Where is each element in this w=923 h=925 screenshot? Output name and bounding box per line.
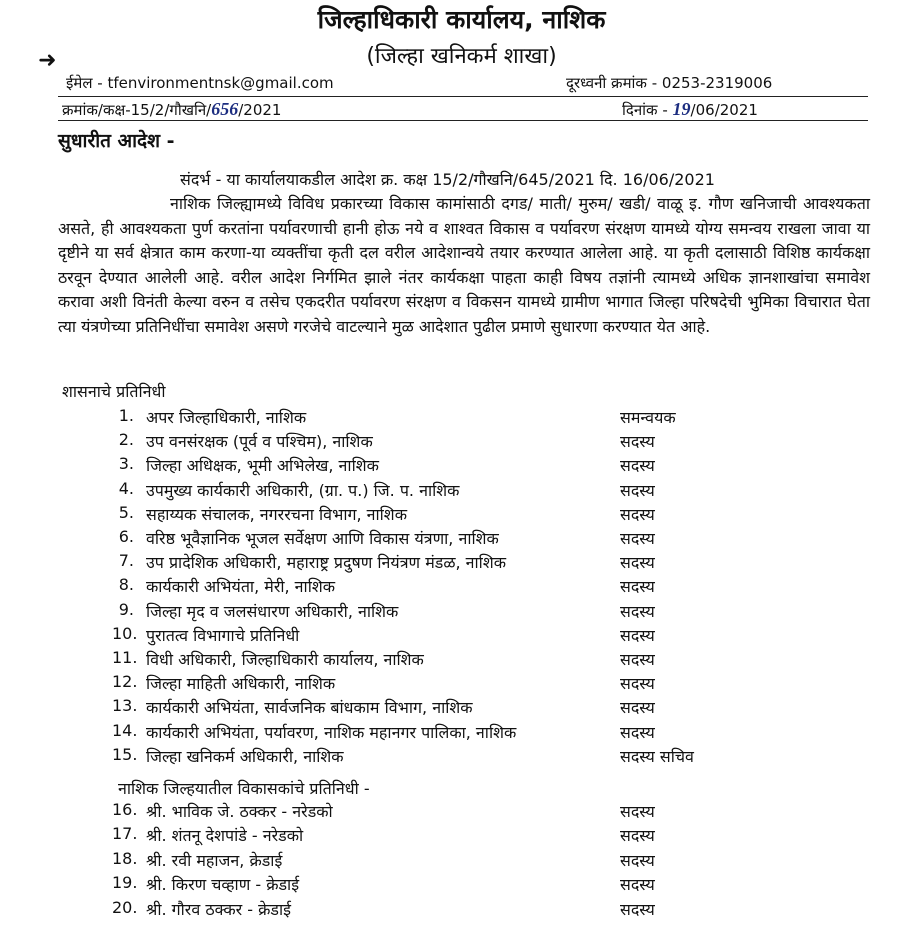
member-number: 14. <box>112 720 138 740</box>
member-role: सदस्य <box>620 601 655 621</box>
handwritten-date-day: 19 <box>672 99 691 119</box>
header-divider-bottom <box>58 120 868 121</box>
member-number: 17. <box>112 824 138 844</box>
member-role: सदस्य <box>620 698 655 718</box>
member-number: 11. <box>112 648 138 667</box>
member-number: 6. <box>118 527 134 546</box>
office-title: जिल्हाधिकारी कार्यालय, नाशिक <box>317 5 606 34</box>
phone-number: 0253-2319006 <box>661 74 773 92</box>
member-number: 18. <box>112 848 138 868</box>
member-number: 8. <box>118 575 134 595</box>
member-number: 10. <box>112 623 138 643</box>
member-role: सदस्य <box>620 875 655 895</box>
member-name: सहाय्यक संचालक, नगररचना विभाग, नाशिक <box>146 504 407 524</box>
member-name: विधी अधिकारी, जिल्हाधिकारी कार्यालय, नाशिक <box>146 650 424 669</box>
member-name: कार्यकारी अभियंता, सार्वजनिक बांधकाम विभाग, नाशिक <box>146 698 473 718</box>
member-role: सदस्य सचिव <box>620 746 694 766</box>
member-name: उप वनसंरक्षक (पूर्व व पश्चिम), नाशिक <box>146 432 373 452</box>
member-number: 13. <box>112 696 138 716</box>
member-name: उप प्रादेशिक अधिकारी, महाराष्ट्र प्रदुषण नियंत्रण मंडळ, नाशिक <box>146 553 506 573</box>
member-role: सदस्य <box>620 432 655 452</box>
member-role: सदस्य <box>620 650 655 669</box>
reference-line: संदर्भ - या कार्यालयाकडील आदेश क्र. कक्ष 15/2/गौखनि/645/2021 दि. 16/06/2021 <box>180 170 715 189</box>
member-number: 4. <box>118 478 134 498</box>
member-name: कार्यकारी अभियंता, मेरी, नाशिक <box>146 577 336 597</box>
member-number: 12. <box>112 672 138 692</box>
member-name: श्री. किरण चव्हाण - क्रेडाई <box>146 875 300 895</box>
member-name: जिल्हा खनिकर्म अधिकारी, नाशिक <box>146 746 344 766</box>
member-role: समन्वयक <box>620 408 676 427</box>
member-name: श्री. गौरव ठक्कर - क्रेडाई <box>146 899 291 919</box>
member-number: 2. <box>118 430 134 450</box>
email-line <box>66 73 334 93</box>
member-name: श्री. भाविक जे. ठक्कर - नरेडको <box>146 802 333 821</box>
member-name: जिल्हा अधिक्षक, भूमी अभिलेख, नाशिक <box>146 456 379 476</box>
member-number: 19. <box>112 873 138 893</box>
member-role: सदस्य <box>620 553 655 573</box>
phone-line <box>566 73 772 93</box>
branch-subtitle: (जिल्हा खनिकर्म शाखा) <box>366 44 557 69</box>
email-label: ईमेल - <box>66 74 103 92</box>
member-role: सदस्य <box>620 899 655 919</box>
member-name: वरिष्ठ भूवैज्ञानिक भूजल सर्वेक्षण आणि विकास यंत्रणा, नाशिक <box>146 529 499 548</box>
member-number: 16. <box>112 800 138 819</box>
member-role: सदस्य <box>620 850 655 870</box>
body-paragraph: नाशिक जिल्ह्यामध्ये विविध प्रकारच्या विकास कामांसाठी दगड/ माती/ मुरुम/ खडी/ वाळू इ. गौण खनिजाची आवश्यकता असते, ही आवश्यकता पुर्ण करतांना पर्यावरणाची हानी होऊ नये व शाश्वत विकास व पर्यावरण संरक्षण यामध्ये योग्य समन्वय राखला जावा या दृष्टीने या सर्व क्षेत्रात काम करणा-या व्यक्तींचा कृती दल वरील आदेशान्वये तयार करण्यात आलेला आहे. या कृती दलासाठी विशिष्ठ कार्यकक्षा ठरवून देण्यात आलेली आहे. वरील आदेश निर्गमित झाले नंतर कार्यकक्षा पाहता काही विषय तज्ञांनी त्यामध्ये अधिक ज्ञानशाखांचा समावेश करावा अशी विनंती केल्या वरुन व तसेच एकदरीत पर्यावरण संरक्षण व विकसन यामध्ये ग्रामीण भागात जिल्हा परिषदेची भुमिका विचारात घेता त्या यंत्रणेच्या प्रतिनिधींचा समावेश असणे गरजेचे वाटल्याने मुळ आदेशात पुढील प्रमाणे सुधारणा करण्यात येत आहे. <box>58 194 870 336</box>
member-role: सदस्य <box>620 802 655 821</box>
member-role: सदस्य <box>620 674 655 694</box>
member-number: 3. <box>118 454 134 474</box>
member-name: पुरातत्व विभागाचे प्रतिनिधी <box>146 625 300 645</box>
member-name: जिल्हा मृद व जलसंधारण अधिकारी, नाशिक <box>146 601 399 621</box>
member-number: 20. <box>112 897 138 917</box>
member-role: सदस्य <box>620 456 655 476</box>
member-role: सदस्य <box>620 480 655 500</box>
member-role: सदस्य <box>620 504 655 524</box>
member-number: 5. <box>118 502 134 522</box>
member-number: 9. <box>118 599 134 619</box>
member-name: जिल्हा माहिती अधिकारी, नाशिक <box>146 674 336 694</box>
member-name: अपर जिल्हाधिकारी, नाशिक <box>146 408 307 427</box>
member-role: सदस्य <box>620 577 655 597</box>
member-name: कार्यकारी अभियंता, पर्यावरण, नाशिक महानगर पालिका, नाशिक <box>146 722 517 742</box>
member-name: श्री. रवी महाजन, क्रेडाई <box>146 850 283 870</box>
member-role: सदस्य <box>620 722 655 742</box>
handwritten-ref-number: 656 <box>211 99 239 119</box>
header-divider-top <box>58 96 868 97</box>
reference-number: क्रमांक/कक्ष-15/2/गौखनि/656/2021 <box>62 99 282 119</box>
order-heading: सुधारीत आदेश - <box>58 130 175 152</box>
section-government-heading: शासनाचे प्रतिनिधी <box>62 382 166 401</box>
member-number: 1. <box>118 406 134 425</box>
member-role: सदस्य <box>620 625 655 645</box>
member-role: सदस्य <box>620 529 655 548</box>
phone-label: दूरध्वनी क्रमांक - <box>566 74 658 92</box>
member-number: 7. <box>118 551 134 571</box>
member-name: श्री. शंतनू देशपांडे - नरेडको <box>146 826 304 846</box>
member-name: उपमुख्य कार्यकारी अधिकारी, (ग्रा. प.) जि. प. नाशिक <box>146 480 460 500</box>
member-number: 15. <box>112 744 138 764</box>
order-date: दिनांक - 19/06/2021 <box>622 99 758 119</box>
date-label: दिनांक - <box>622 101 668 119</box>
member-role: सदस्य <box>620 826 655 846</box>
email-address[interactable]: tfenvironmentnsk@gmail.com <box>107 74 334 92</box>
section-developers-heading: नाशिक जिल्हयातील विकासकांचे प्रतिनिधी - <box>118 779 370 798</box>
arrow-mark-icon: ➜ <box>38 48 57 73</box>
